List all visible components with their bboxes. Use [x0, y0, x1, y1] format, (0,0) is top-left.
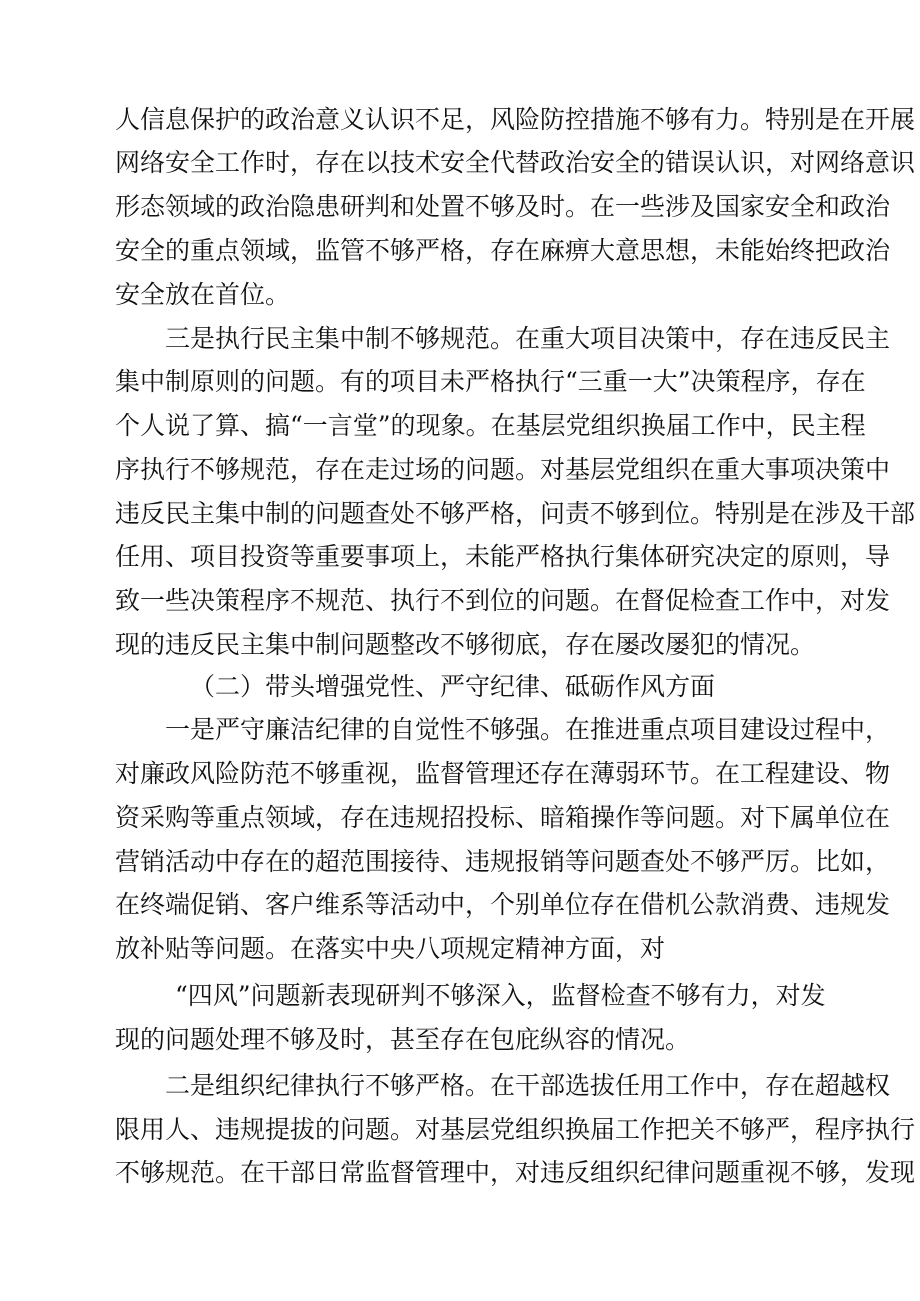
paragraph-first-line: 二是组织纪律执行不够严格。在干部选拔任用工作中，存在超越权	[165, 1071, 891, 1100]
body-text-line: 对廉政风险防范不够重视，监督管理还存在薄弱环节。在工程建设、物	[115, 759, 891, 788]
body-text-line: 现的问题处理不够及时，甚至存在包庇纵容的情况。	[115, 1025, 691, 1054]
body-text-line: 网络安全工作时，存在以技术安全代替政治安全的错误认识，对网络意识	[115, 148, 916, 177]
body-text-line: 资采购等重点领域，存在违规招投标、暗箱操作等问题。对下属单位在	[115, 803, 891, 832]
body-text-line: 不够规范。在干部日常监督管理中，对违反组织纪律问题重视不够，发现	[115, 1158, 916, 1187]
body-text-line: 人信息保护的政治意义认识不足，风险防控措施不够有力。特别是在开展	[115, 105, 916, 134]
body-text-line: 个人说了算、搞“一言堂”的现象。在基层党组织换届工作中，民主程	[115, 411, 866, 440]
body-text-line: 安全的重点领域，监管不够严格，存在麻痹大意思想，未能始终把政治	[115, 236, 891, 265]
body-text-line: 序执行不够规范，存在走过场的问题。对基层党组织在重大事项决策中	[115, 455, 891, 484]
body-text-line: 限用人、违规提拔的问题。对基层党组织换届工作把关不够严，程序执行	[115, 1115, 916, 1144]
body-text-line: 放补贴等问题。在落实中央八项规定精神方面，对	[115, 934, 666, 963]
body-text-line: 营销活动中存在的超范围接待、违规报销等问题查处不够严厉。比如，	[115, 847, 891, 876]
body-text-line: 致一些决策程序不规范、执行不到位的问题。在督促检查工作中，对发	[115, 586, 891, 615]
body-text-line: “四风”问题新表现研判不够深入，监督检查不够有力，对发	[175, 981, 826, 1010]
body-text-line: 现的违反民主集中制问题整改不够彻底，存在屡改屡犯的情况。	[115, 630, 816, 659]
body-text-line: 任用、项目投资等重要事项上，未能严格执行集体研究决定的原则，导	[115, 542, 891, 571]
paragraph-first-line: 三是执行民主集中制不够规范。在重大项目决策中，存在违反民主	[165, 324, 891, 353]
body-text-line: 集中制原则的问题。有的项目未严格执行“三重一大”决策程序，存在	[115, 367, 866, 396]
body-text-line: 安全放在首位。	[115, 280, 291, 309]
body-text-line: 形态领域的政治隐患研判和处置不够及时。在一些涉及国家安全和政治	[115, 192, 891, 221]
body-text-line: 在终端促销、客户维系等活动中，个别单位存在借机公款消费、违规发	[115, 890, 891, 919]
paragraph-first-line: 一是严守廉洁纪律的自觉性不够强。在推进重点项目建设过程中，	[165, 715, 891, 744]
body-text-line: 违反民主集中制的问题查处不够严格，问责不够到位。特别是在涉及干部	[115, 499, 916, 528]
section-heading: （二）带头增强党性、严守纪律、砥砺作风方面	[190, 672, 716, 701]
